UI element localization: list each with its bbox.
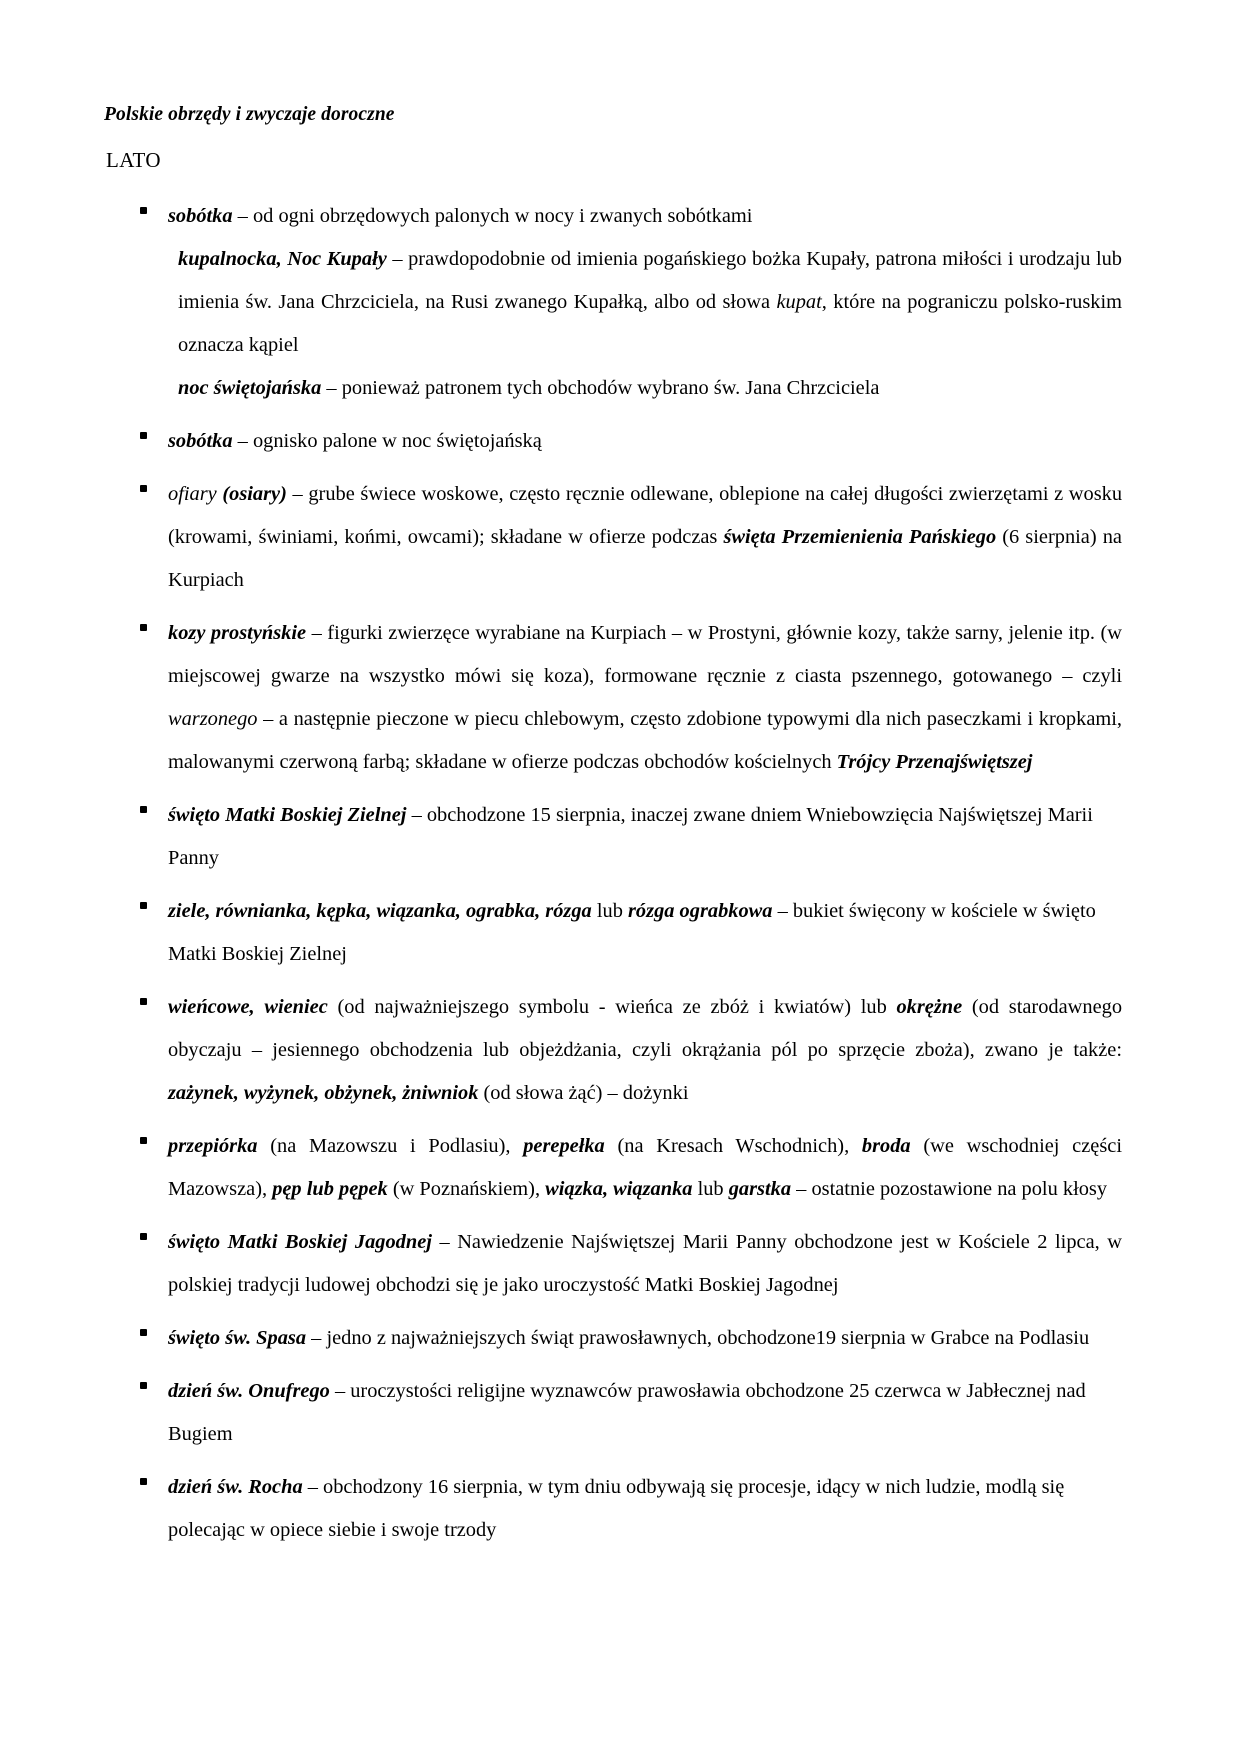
bullet-icon: [140, 1382, 147, 1389]
entry-body-mid: – a następnie pieczone w piecu chlebowym, często zdobione typowymi dla nich paseczkami i kropkami, malowanymi czerwoną farbą; składane w ofierze podczas obchodów kościelnych: [168, 708, 1122, 773]
entry-term-secondary: okrężne: [896, 996, 963, 1018]
entry-body-tail: (6 sierpnia) na Kurpiach: [168, 526, 1122, 591]
entry-body: ognisko palone w noc świętojańską: [252, 430, 542, 452]
entry-term: sobótka: [168, 430, 233, 452]
entry-term: święto Matki Boskiej Jagodnej: [168, 1231, 432, 1253]
entry-body: od ogni obrzędowych palonych w nocy i zwanych sobótkami: [252, 205, 753, 227]
entry-body-secondary: (od starodawnego obyczaju – jesiennego obchodzenia lub objeżdżania, czyli okrążania pól po sprzęcie zboża), zwano je także:: [168, 996, 1123, 1061]
bullet-icon: [140, 1478, 147, 1485]
customs-list: [104, 195, 1122, 1552]
entry-text: [168, 1125, 1122, 1211]
entry-dash: –: [306, 622, 328, 644]
entry-emphasis: Trójcy Przenajświętszej: [836, 751, 1033, 773]
entry-term: święto św. Spasa: [168, 1327, 307, 1349]
bullet-icon: [140, 207, 147, 214]
list-item-wiencowe-wieniec: [104, 986, 1122, 1115]
entry-dash: –: [406, 804, 427, 826]
bullet-icon: [140, 806, 147, 813]
entry-term-senary: garstka: [728, 1178, 792, 1200]
sub-entry-dash: –: [386, 248, 409, 270]
bullet-icon: [140, 1137, 147, 1144]
entry-dash: –: [306, 1327, 327, 1349]
entry-term-quinary: wiązka, wiązanka: [545, 1178, 693, 1200]
entry-term-italic: ofiary: [168, 483, 223, 505]
entry-body: obchodzony 16 sierpnia, w tym dniu odbywają się procesje, idący w nich ludzie, modlą się polecając w opiece siebie i swoje trzody: [168, 1476, 1065, 1541]
entry-term: dzień św. Onufrego: [168, 1380, 330, 1402]
entry-term-secondary: perepełka: [523, 1135, 605, 1157]
list-item-matki-boskiej-jagodnej: [104, 1221, 1122, 1307]
sub-entry-body: prawdopodobnie od imienia pogańskiego bożka Kupały, patrona miłości i urodzaju lub imienia św. Jana Chrzciciela, na Rusi zwanego Kupałką, albo od słowa: [178, 248, 1123, 313]
sub-entry-noc-swietojanska: [168, 367, 1122, 410]
entry-term: dzień św. Rocha: [168, 1476, 303, 1498]
entry-text: [168, 473, 1122, 602]
sub-entry-kupalnocka: [168, 238, 1122, 367]
list-item-kozy-prostynskie: [104, 612, 1122, 784]
entry-term-quaternary: pęp lub pępek: [272, 1178, 388, 1200]
entry-term: ziele, równianka, kępka, wiązanka, ograbka, rózga: [168, 900, 592, 922]
entry-body-secondary: (na Kresach Wschodnich),: [604, 1135, 862, 1157]
entry-body: (na Mazowszu i Podlasiu),: [257, 1135, 524, 1157]
entry-text: [168, 612, 1122, 784]
sub-entry-italic-term: kupat: [776, 291, 822, 313]
entry-text: [168, 890, 1122, 976]
entry-term: wieńcowe, wieniec: [168, 996, 328, 1018]
list-item-sw-onufrego: [104, 1370, 1122, 1456]
entry-body: jedno z najważniejszych świąt prawosławnych, obchodzone19 sierpnia w Grabce na Podlasiu: [326, 1327, 1090, 1349]
sub-entry-term: noc świętojańska: [178, 377, 322, 399]
entry-body: figurki zwierzęce wyrabiane na Kurpiach – w Prostyni, głównie kozy, także sarny, jelenie itp. (w miejscowej gwarze na wszystko mówi się koza), formowane ręcznie z ciasta pszennego, gotowanego – czyli: [168, 622, 1123, 687]
entry-body: (od najważniejszego symbolu - wieńca ze zbóż i kwiatów) lub: [327, 996, 897, 1018]
sub-entry-body-tail: , które na pograniczu polsko-ruskim oznacza kąpiel: [178, 291, 1123, 356]
entry-text: [168, 794, 1122, 880]
sub-entry-term: kupalnocka, Noc Kupały: [178, 248, 387, 270]
entry-term-tertiary: broda: [861, 1135, 911, 1157]
entry-body-senary: – ostatnie pozostawione na polu kłosy: [791, 1178, 1108, 1200]
entry-text: [168, 1466, 1122, 1552]
bullet-icon: [140, 485, 147, 492]
bullet-icon: [140, 1233, 147, 1240]
entry-term: kozy prostyńskie: [168, 622, 307, 644]
season-heading: LATO: [106, 148, 161, 172]
bullet-icon: [140, 432, 147, 439]
entry-mid: lub: [591, 900, 628, 922]
entry-italic-word: warzonego: [168, 708, 258, 730]
entry-body: obchodzone 15 sierpnia, inaczej zwane dniem Wniebowzięcia Najświętszej Marii Panny: [168, 804, 1093, 869]
entry-text: [168, 1370, 1122, 1456]
entry-dash: –: [302, 1476, 324, 1498]
entry-emphasis: święta Przemienienia Pańskiego: [723, 526, 997, 548]
sub-entry-dash: –: [321, 377, 342, 399]
entry-text: [168, 195, 1122, 238]
entry-term: (osiary): [222, 483, 287, 505]
entry-dash: –: [772, 900, 793, 922]
bullet-icon: [140, 624, 147, 631]
entry-body-quinary: lub: [692, 1178, 729, 1200]
bullet-icon: [140, 998, 147, 1005]
list-item-sw-rocha: [104, 1466, 1122, 1552]
entry-body: bukiet święcony w kościele w święto Matki Boskiej Zielnej: [168, 900, 1096, 965]
entry-dash: –: [329, 1380, 351, 1402]
entry-body-quaternary: (w Poznańskiem),: [387, 1178, 546, 1200]
list-item-sobotka-ognisko: [104, 420, 1122, 463]
entry-body: uroczystości religijne wyznawców prawosławia obchodzone 25 czerwca w Jabłecznej nad Bugiem: [168, 1380, 1086, 1445]
entry-term-secondary: rózga ograbkowa: [628, 900, 773, 922]
list-item-sobotka-ognie: [104, 195, 1122, 410]
bullet-icon: [140, 902, 147, 909]
list-item-ofiary: [104, 473, 1122, 602]
entry-body-tertiary: (od słowa żąć) – dożynki: [478, 1082, 689, 1104]
entry-term: sobótka: [168, 205, 233, 227]
entry-dash: –: [232, 205, 253, 227]
entry-dash: –: [286, 483, 309, 505]
entry-term: przepiórka: [168, 1135, 258, 1157]
sub-entry-body: ponieważ patronem tych obchodów wybrano św. Jana Chrzciciela: [341, 377, 880, 399]
entry-text: [168, 420, 1122, 463]
entry-body-tertiary: (we wschodniej części Mazowsza),: [168, 1135, 1122, 1200]
list-item-sw-spasa: [104, 1317, 1122, 1360]
entry-body: grube świece woskowe, często ręcznie odlewane, oblepione na całej długości zwierzętami z wosku (krowami, świniami, końmi, owcami); składane w ofierze podczas: [168, 483, 1123, 548]
entry-text: [168, 986, 1122, 1115]
entry-text: [168, 1221, 1122, 1307]
entry-dash: –: [232, 430, 253, 452]
list-item-matki-boskiej-zielnej: [104, 794, 1122, 880]
document-title: Polskie obrzędy i zwyczaje doroczne: [104, 104, 395, 125]
entry-term: święto Matki Boskiej Zielnej: [168, 804, 407, 826]
list-item-przepiorka: [104, 1125, 1122, 1211]
entry-body: Nawiedzenie Najświętszej Marii Panny obchodzone jest w Kościele 2 lipca, w polskiej tradycji ludowej obchodzi się je jako uroczystość Matki Boskiej Jagodnej: [168, 1231, 1123, 1296]
entry-dash: –: [431, 1231, 458, 1253]
entry-text: [168, 1317, 1122, 1360]
entry-term-tertiary: zażynek, wyżynek, obżynek, żniwniok: [168, 1082, 479, 1104]
bullet-icon: [140, 1329, 147, 1336]
list-item-ziele-rownianka: [104, 890, 1122, 976]
